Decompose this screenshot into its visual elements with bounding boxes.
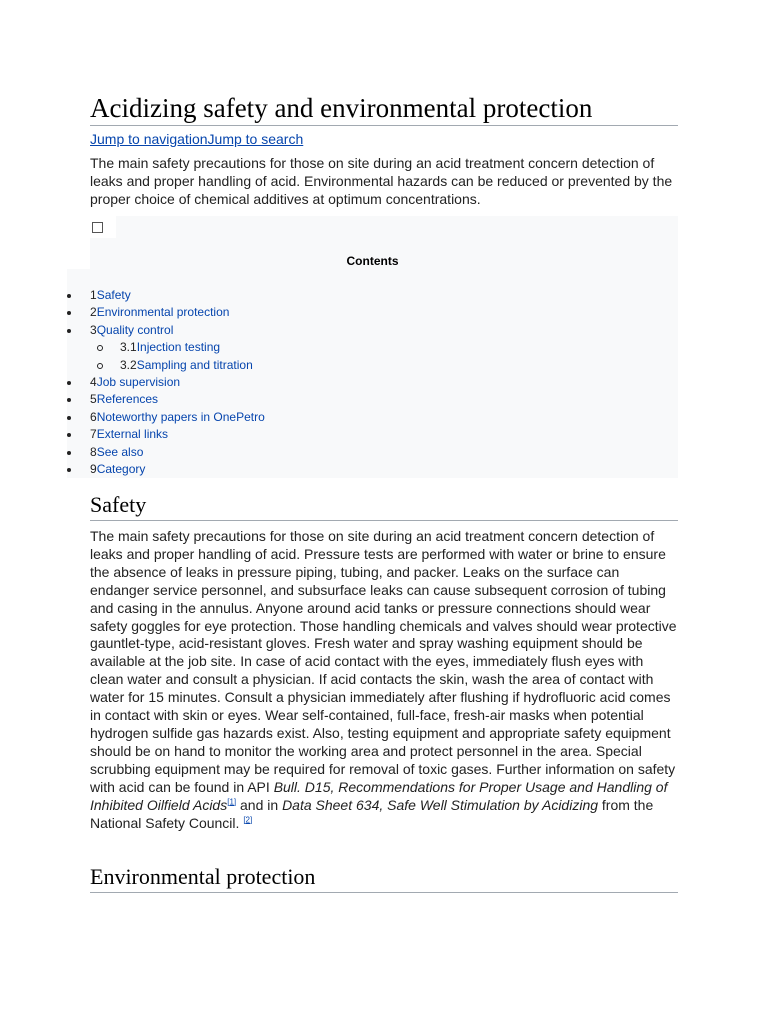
section-heading-environmental-protection: Environmental protection	[90, 864, 678, 893]
toc-item[interactable]: 1Safety	[67, 287, 678, 304]
toc-subitem[interactable]: 3.1Injection testing	[67, 339, 678, 356]
jump-to-search-link[interactable]: Jump to search	[207, 131, 304, 147]
table-of-contents	[67, 216, 678, 478]
safety-paragraph: The main safety precautions for those on site during an acid treatment concern detection of leaks and proper handling of acid. Pressure tests are performed with water or brine to ensure the absence of leaks in pressure piping, tubing, and packer. Leaks on the surface can endanger service personnel, and subsurface leaks can cause subsequent corrosion of tubing and casing in the annulus. Anyone around acid tanks or pressure connections should wear safety goggles for eye protection. Those handling chemicals and valves should wear protective gauntlet-type, acid-resistant gloves. Fresh water and spray washing equipment should be available at the job site. In case of acid contact with the eyes, immediately flush eyes with clean water and consult a physician. If acid contacts the skin, wash the area of contact with water for 15 minutes. Consult a physician immediately after flushing if hydrofluoric acid comes in contact with skin or eyes. Wear self-contained, full-face, fresh-air masks when potential hydrogen sulfide gas hazards exist. Also, testing equipment and appropriate safety equipment should be on hand to monitor the working area and protect personnel in the area. Special scrubbing equipment may be required for removal of toxic gases. Further information on safety with acid can be found in API Bull. D15, Recommendations for Proper Usage and Handling of Inhibited Oilfield Acids[1] and in Data Sheet 634, Safe Well Stimulation by Acidizing from the National Safety Council. [2]	[90, 528, 677, 831]
toc-item[interactable]: 3Quality control	[67, 322, 678, 339]
ref2-title: Data Sheet 634, Safe Well Stimulation by Acidizing	[282, 796, 599, 813]
bullet-icon	[67, 451, 71, 455]
section-heading-safety: Safety	[90, 492, 678, 521]
ref1-title: Bull. D15, Recommendations for Proper Usage and Handling of Inhibited Oilfield Acids	[90, 778, 668, 813]
toc-toggle-checkbox[interactable]	[92, 222, 103, 233]
citation-2-link[interactable]: [2]	[243, 814, 253, 824]
bullet-icon	[67, 398, 71, 402]
jump-to-navigation-link[interactable]: Jump to navigation	[90, 131, 208, 147]
circle-bullet-icon	[97, 363, 103, 369]
bullet-icon	[67, 294, 71, 298]
toc-item[interactable]: 4Job supervision	[67, 374, 678, 391]
bullet-icon	[67, 329, 71, 333]
bullet-icon	[67, 433, 71, 437]
bullet-icon	[67, 468, 71, 472]
jump-links	[90, 130, 303, 148]
toc-item[interactable]: 2Environmental protection	[67, 304, 678, 321]
toc-item[interactable]: 6Noteworthy papers in OnePetro	[67, 409, 678, 426]
bullet-icon	[67, 381, 71, 385]
toc-list	[67, 287, 678, 478]
toc-title: Contents	[346, 254, 399, 268]
toc-item[interactable]: 5References	[67, 391, 678, 408]
toc-item[interactable]: 9Category	[67, 461, 678, 478]
intro-paragraph: The main safety precautions for those on site during an acid treatment concern detection of leaks and proper handling of acid. Environmental hazards can be reduced or prevented by the proper choice of chemical additives at optimum concentrations.	[90, 155, 673, 207]
bullet-icon	[67, 416, 71, 420]
citation-1-link[interactable]: [1]	[227, 796, 237, 806]
toc-subitem[interactable]: 3.2Sampling and titration	[67, 357, 678, 374]
bullet-icon	[67, 311, 71, 315]
circle-bullet-icon	[97, 345, 103, 351]
page-title: Acidizing safety and environmental protection	[90, 92, 678, 126]
toc-item[interactable]: 8See also	[67, 444, 678, 461]
toc-item[interactable]: 7External links	[67, 426, 678, 443]
